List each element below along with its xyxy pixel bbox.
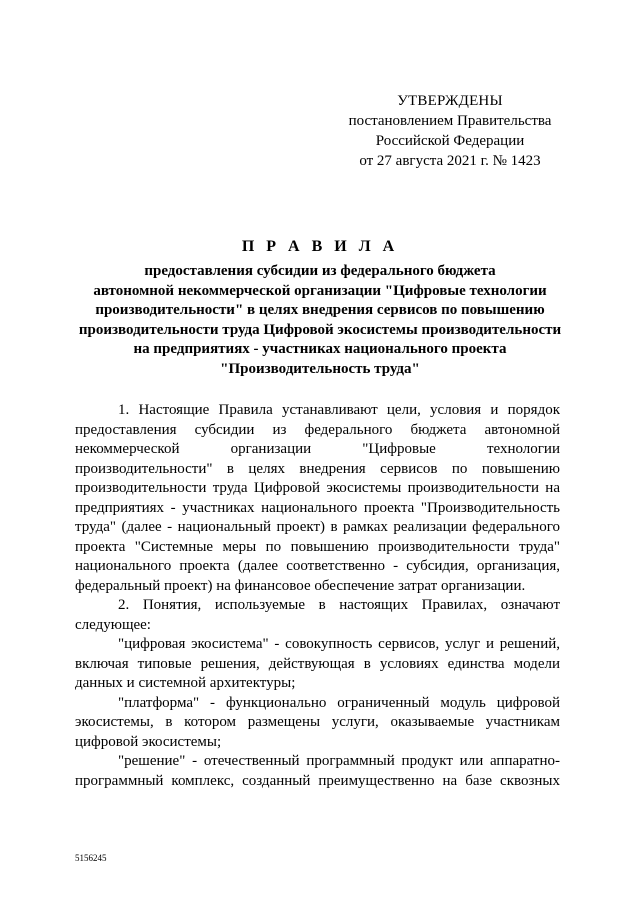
paragraph-1-line: производительности труда Цифровой экосистемы производительности на	[75, 480, 560, 496]
approval-date-number: от 27 августа 2021 г. № 1423	[359, 153, 541, 169]
document-title: П Р А В И Л А	[241, 238, 399, 255]
approval-line-1: постановлением Правительства	[348, 113, 552, 129]
paragraph-1-line: предприятиях - участниках национального проекта "Производительность	[75, 499, 560, 516]
approval-stamp	[340, 91, 560, 171]
paragraph-1-line: некоммерческой организации "Цифровые технологии	[75, 441, 560, 457]
subtitle-line: на предприятиях - участниках национального проекта	[133, 341, 507, 358]
paragraph-1-line: национального проекта (далее соответственно - субсидия, организация,	[75, 558, 560, 574]
paragraph-2-line: следующее:	[75, 616, 151, 633]
definition-platform-line: экосистемы, в котором размещены услуги, оказываемые участникам	[75, 714, 560, 730]
subtitle-line: предоставления субсидии из федерального бюджета	[144, 263, 496, 279]
paragraph-1-line: производительности" в целях внедрения сервисов по повышению	[75, 460, 560, 477]
definition-ecosystem-line: данных и системной архитектуры;	[75, 675, 296, 691]
paragraph-1-line: федеральный проект) на финансовое обеспечение затрат организации.	[75, 577, 526, 594]
document-code: 5156245	[75, 853, 107, 863]
definition-platform-line: "платформа" - функционально ограниченный модуль цифровой	[118, 694, 560, 711]
subtitle-line: производительности труда Цифровой экосистемы производительности	[78, 321, 562, 338]
paragraph-2-line: 2. Понятия, используемые в настоящих Правилах, означают	[118, 597, 560, 613]
paragraph-1-line: труда" (далее - национальный проект) в рамках реализации федерального	[75, 519, 560, 535]
paragraph-1-line: 1. Настоящие Правила устанавливают цели, условия и порядок	[118, 402, 560, 418]
definition-ecosystem-line: включая типовые решения, действующая в условиях единства модели	[75, 655, 560, 672]
definition-ecosystem-line: "цифровая экосистема" - совокупность сервисов, услуг и решений,	[118, 636, 560, 652]
definition-solution-line: "решение" - отечественный программный продукт или аппаратно-	[118, 753, 560, 769]
approval-line-2: Российской Федерации	[375, 133, 525, 149]
document-subtitle	[40, 262, 600, 380]
subtitle-line: "Производительность труда"	[220, 360, 420, 377]
approval-title: УТВЕРЖДЕНЫ	[397, 93, 503, 109]
definition-platform-line: цифровой экосистемы;	[75, 733, 222, 750]
subtitle-line: автономной некоммерческой организации "Цифровые технологии	[93, 282, 547, 299]
paragraph-1-line: проекта "Системные меры по повышению производительности труда"	[75, 538, 560, 555]
subtitle-line: производительности" в целях внедрения сервисов по повышению	[95, 302, 545, 319]
paragraph-1-line: предоставления субсидии из федерального бюджета автономной	[75, 421, 560, 438]
document-body	[75, 401, 560, 791]
definition-solution-line: программный комплекс, созданный преимущественно на базе сквозных	[75, 772, 560, 789]
